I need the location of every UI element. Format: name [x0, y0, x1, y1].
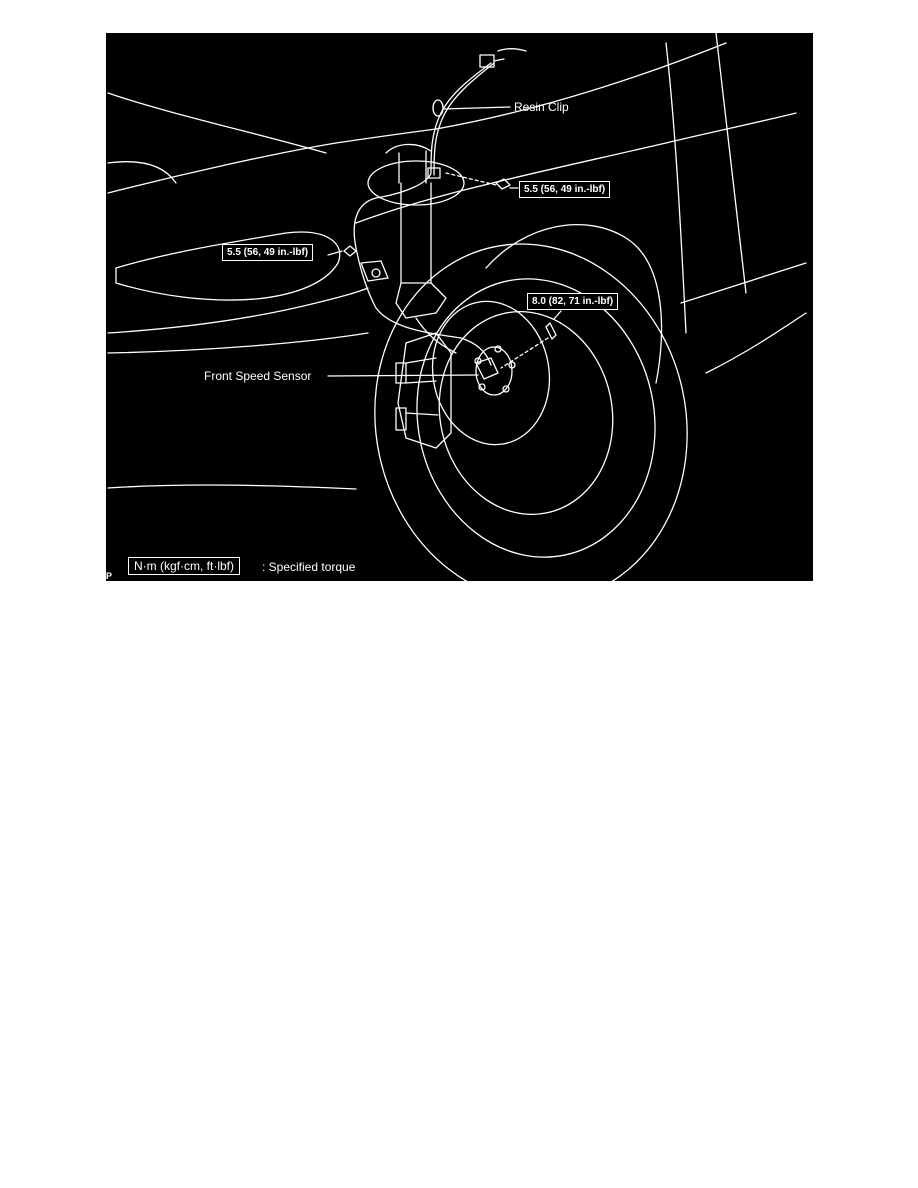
front-speed-sensor-label: Front Speed Sensor [204, 369, 312, 383]
torque-sensor-bolt: 8.0 (82, 71 in.-lbf) [527, 293, 618, 310]
bumper-lower [108, 333, 368, 353]
strut-top [399, 151, 426, 183]
line-art [106, 33, 813, 581]
lower-body-line [108, 485, 356, 489]
grille-curve [108, 162, 176, 183]
hub [476, 347, 512, 395]
rim-edge [421, 295, 632, 530]
left-bolt [344, 246, 356, 256]
sensor-bolt [546, 323, 556, 339]
door-edge [666, 43, 686, 333]
speed-sensor [476, 358, 498, 379]
corner-mark: P [106, 571, 113, 581]
bumper-curve [108, 288, 368, 333]
pillar-line [716, 33, 746, 293]
legend-unit-box: N·m (kgf·cm, ft·lbf) [128, 557, 240, 575]
legend-description: : Specified torque [262, 560, 356, 574]
torque-left-bolt: 5.5 (56, 49 in.-lbf) [222, 244, 313, 261]
resin-clip [433, 100, 443, 116]
resin-clip-label: Resin Clip [514, 100, 569, 114]
front-sweep [108, 93, 326, 153]
fender-crease [356, 113, 796, 223]
rocker-line [706, 313, 806, 373]
brake-caliper [398, 333, 451, 448]
headlight-outline [116, 232, 340, 300]
diagram-figure [106, 33, 813, 581]
strut-body [401, 183, 431, 283]
torque-upper-bolt: 5.5 (56, 49 in.-lbf) [519, 181, 610, 198]
strut-mount [368, 161, 464, 205]
